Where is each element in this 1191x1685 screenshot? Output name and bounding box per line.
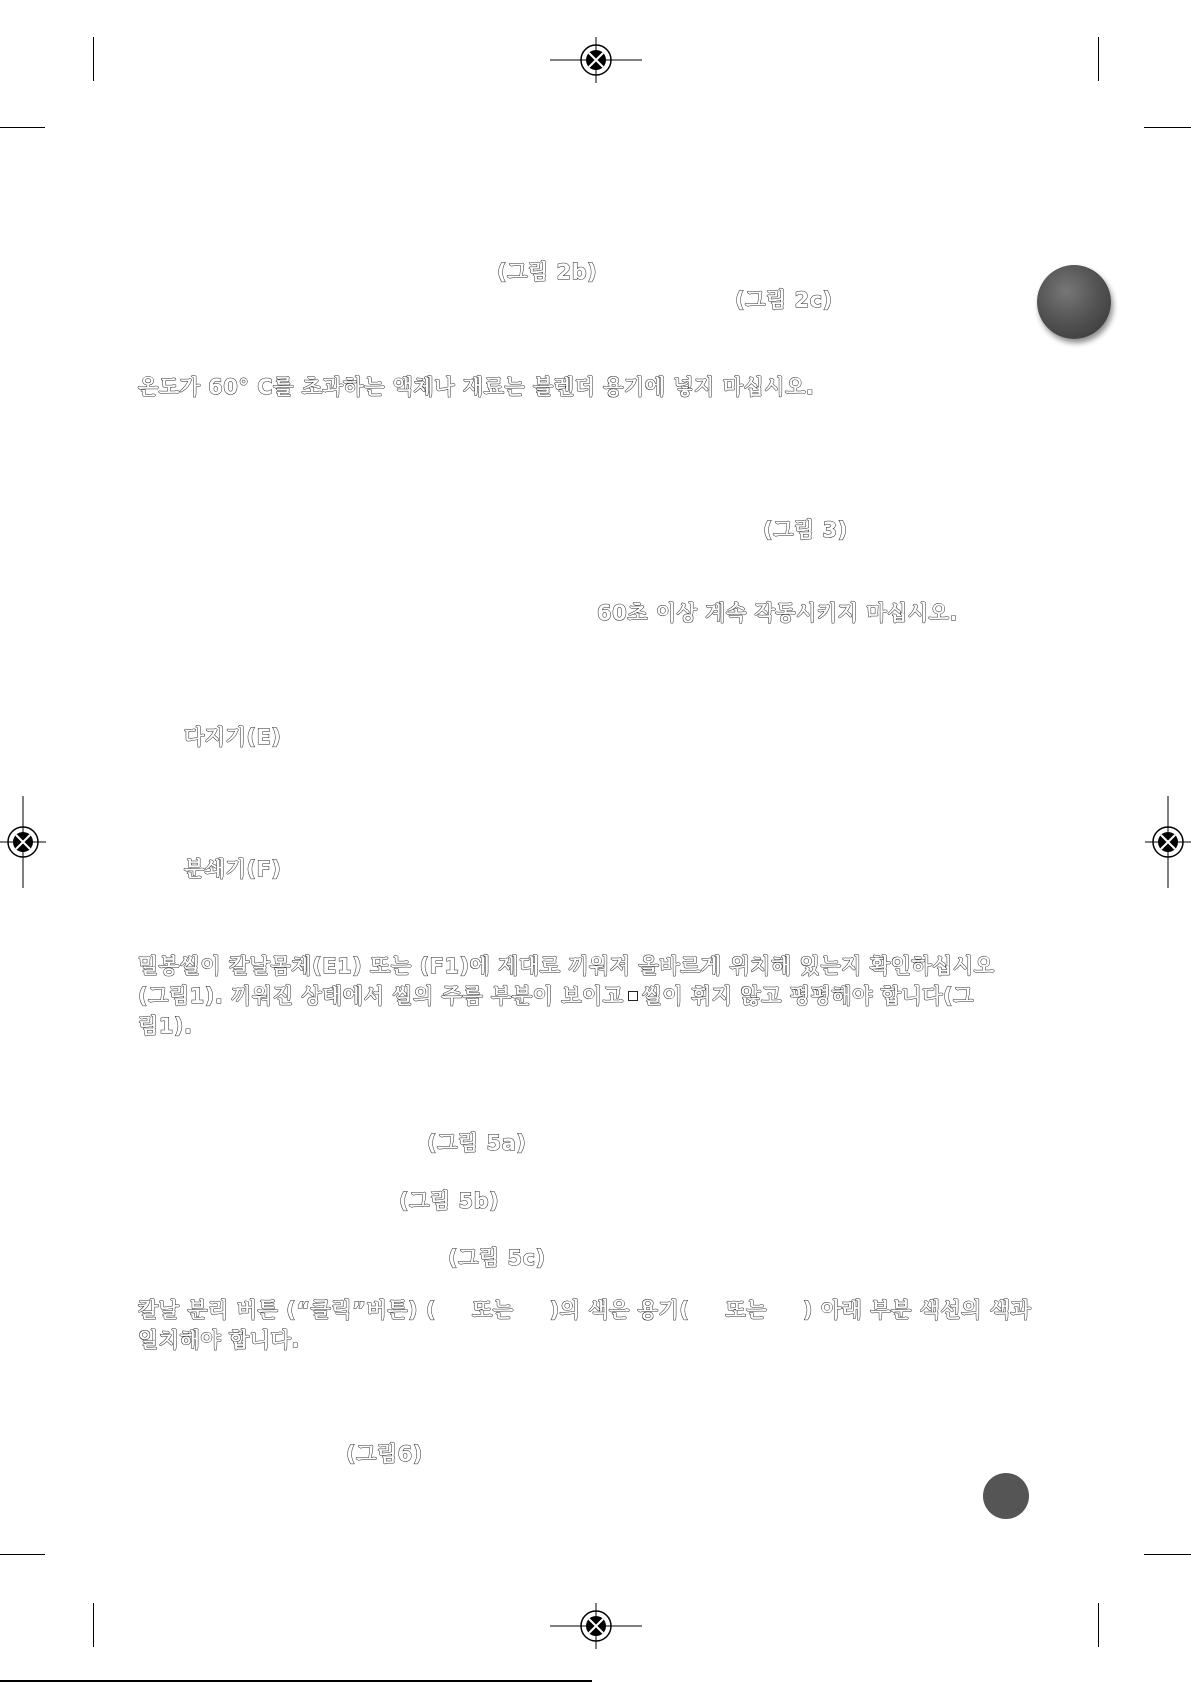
crop-mark-bottom-left-h <box>0 1554 45 1555</box>
crop-mark-bottom-right <box>1098 1603 1099 1647</box>
figure-ref-3: (그림 3) <box>763 518 848 542</box>
crop-mark-bottom-left <box>93 1603 94 1647</box>
registration-mark-left <box>0 796 46 888</box>
figure-ref-5b: (그림 5b) <box>399 1189 500 1213</box>
click-button-paragraph <box>138 1295 1032 1355</box>
accessory-grinder-label: 분쇄기(F) <box>184 857 282 881</box>
crop-mark-top-right-h <box>1144 127 1191 128</box>
square-bullet-icon <box>628 991 638 1001</box>
figure-ref-5c: (그림 5c) <box>448 1246 546 1270</box>
figure-ref-2b: (그림 2b) <box>497 260 598 284</box>
registration-mark-right <box>1145 796 1191 888</box>
registration-mark-bottom <box>550 1603 642 1649</box>
warning-temperature: 온도가 60° C를 초과하는 액체나 재료는 블렌더 용기에 넣지 마십시오. <box>138 375 815 399</box>
figure-ref-2c: (그림 2c) <box>735 288 833 312</box>
crop-mark-top-right <box>1098 37 1099 81</box>
figure-ref-5a: (그림 5a) <box>427 1131 527 1155</box>
figure-ref-6: (그림6) <box>346 1442 423 1466</box>
seal-paragraph-line2: (그림1). 끼워진 상태에서 씰의 주름 부분이 보이고 씰이 휘지 않고 평평해야 합니다(그 <box>138 984 974 1008</box>
click-paragraph-line2: 일치해야 합니다. <box>138 1328 300 1352</box>
seal-paragraph <box>138 951 1028 1041</box>
seal-paragraph-line3: 림1). <box>138 1014 193 1038</box>
click-paragraph-line1: 칼날 분리 버튼 (“클릭”버튼) ( 또는 )의 색은 용기( 또는 ) 아래 부분 색선의 색과 <box>138 1298 1032 1322</box>
language-tab-badge <box>1037 265 1111 339</box>
registration-mark-top <box>550 37 642 83</box>
bottom-rule <box>0 1680 592 1682</box>
page-number-badge <box>983 1473 1029 1519</box>
crop-mark-top-left <box>93 37 94 81</box>
seal-paragraph-line1: 밀봉씰이 칼날몸체(E1) 또는 (F1)에 제대로 끼워져 올바르게 위치해 있는지 확인하십시오 <box>138 954 995 978</box>
accessory-chopper-label: 다지기(E) <box>184 725 282 749</box>
warning-duration: 60초 이상 계속 작동시키지 마십시오. <box>597 601 958 625</box>
crop-mark-bottom-right-h <box>1144 1554 1191 1555</box>
crop-mark-top-left-h <box>0 127 45 128</box>
